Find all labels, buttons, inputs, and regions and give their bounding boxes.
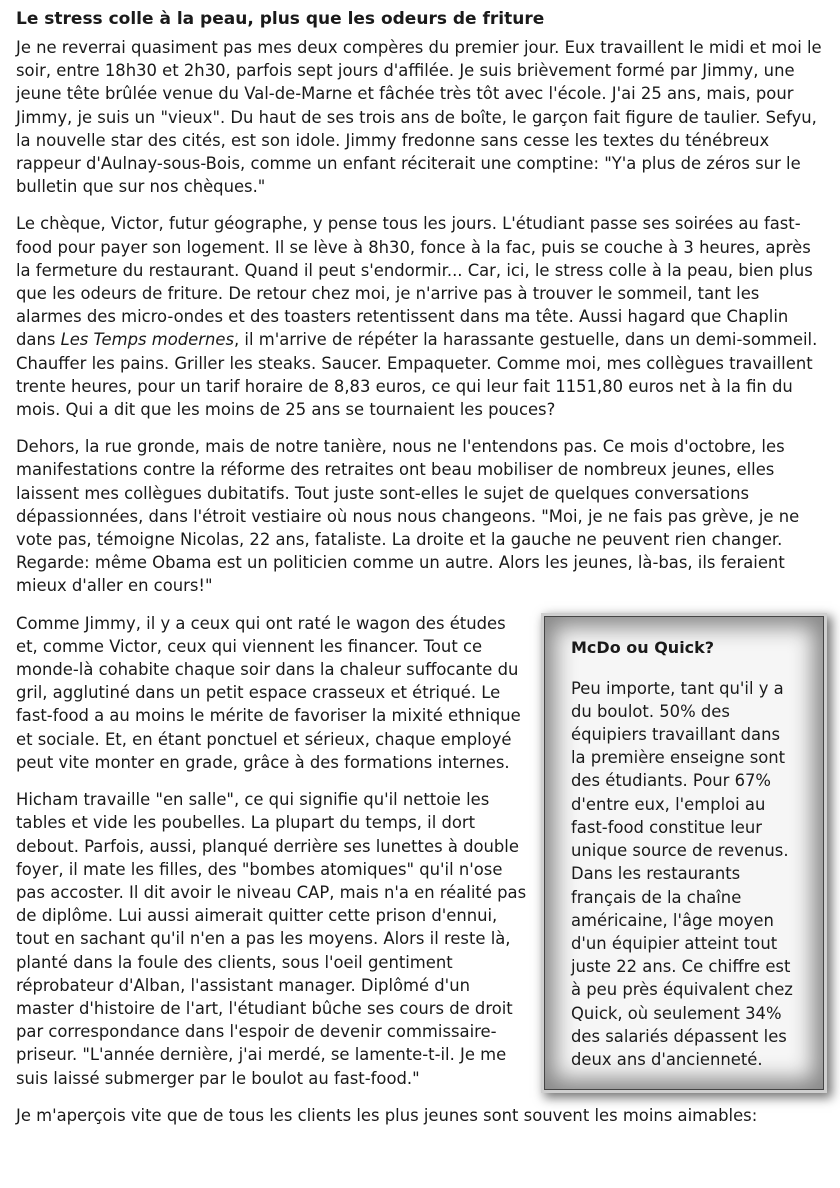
sidebar-title: McDo ou Quick? — [571, 637, 715, 657]
film-title: Les Temps modernes — [60, 330, 234, 350]
paragraph-2-text-a: Le chèque, Victor, futur géographe, y pense tous les jours. L'étudiant passe ses soirées au fast-food pour payer son logement. Il se lève à 8h30, fonce à la fac, puis se couche à 3 heures, après la fermeture du restaurant. Quand il peut s'endormir... Car, ici, le stress colle à la peau, bien plus que les odeurs de friture. De retour chez moi, je n'arrive pas à trouver le sommeil, tant les alarmes des micro-ondes et des toasters retentissent dans ma tête. Aussi hagard que Chaplin dans — [16, 214, 813, 350]
paragraph-2 — [16, 212, 824, 421]
sidebar-body: Peu importe, tant qu'il y a du boulot. 50% des équipiers travaillant dans la première enseigne sont des étudiants. Pour 67% d'entre eux, l'emploi au fast-food constitue leur unique source de revenus. Dans les restaurants français de la chaîne américaine, l'âge moyen d'un équipier atteint tout juste 22 ans. Ce chiffre est à peu près équivalent chez Quick, où seulement 34% des salariés dépassent les deux ans d'ancienneté. — [571, 678, 793, 1069]
paragraph-6: Je m'aperçois vite que de tous les clients les plus jeunes sont souvent les moins aimables: — [16, 1105, 758, 1125]
paragraph-5: Hicham travaille "en salle", ce qui signifie qu'il nettoie les tables et vide les poubelles. La plupart du temps, il dort debout. Parfois, aussi, planqué derrière ses lunettes à double foyer, il mate les filles, des "bombes atomiques" qu'il n'ose pas accoster. Il dit avoir le niveau CAP, mais n'a en réalité pas de diplôme. Lui aussi aimerait quitter cette prison d'ennui, tout en sachant qu'il n'en a pas les moyens. Alors il reste là, planté dans la foule des clients, sous l'oeil gentiment réprobateur d'Alban, l'assistant manager. Diplômé d'un master d'histoire de l'art, l'étudiant bûche ses cours de droit par correspondance dans l'espoir de devenir commissaire-priseur. "L'année dernière, j'ai merdé, se lamente-t-il. Je me suis laissé submerger par le boulot au fast-food." — [16, 790, 527, 1088]
paragraph-2-text-b: , il m'arrive de répéter la harassante gestuelle, dans un demi-sommeil. Chauffer les pains. Griller les steaks. Saucer. Empaqueter. Comme moi, mes collègues travaillent trente heures, pour un tarif horaire de 8,83 euros, ce qui leur fait 1151,80 euros net à la fin du mois. Qui a dit que les moins de 25 ans se tournaient les pouces? — [16, 330, 818, 420]
paragraph-4: Comme Jimmy, il y a ceux qui ont raté le wagon des études et, comme Victor, ceux qui viennent les financer. Tout ce monde-là cohabite chaque soir dans la chaleur suffocante du gril, agglutiné dans un petit espace crasseux et étriqué. Le fast-food a au moins le mérite de favoriser la mixité ethnique et sociale. Et, en étant ponctuel et sérieux, chaque employé peut vite monter en grade, grâce à des formations internes. — [16, 613, 521, 772]
sidebar-box — [544, 616, 824, 1090]
article-title: Le stress colle à la peau, plus que les odeurs de friture — [16, 9, 545, 29]
paragraph-1: Je ne reverrai quasiment pas mes deux compères du premier jour. Eux travaillent le midi et moi le soir, entre 18h30 et 2h30, parfois sept jours d'affilée. Je suis brièvement formé par Jimmy, une jeune tête brûlée venue du Val-de-Marne et fâchée très tôt avec l'école. J'ai 25 ans, mais, pour Jimmy, je suis un "vieux". Du haut de ses trois ans de boîte, le garçon fait figure de taulier. Sefyu, la nouvelle star des cités, est son idole. Jimmy fredonne sans cesse les textes du ténébreux rappeur d'Aulnay-sous-Bois, comme un enfant réciterait une comptine: "Y'a plus de zéros sur le bulletin que sur nos chèques." — [16, 38, 822, 197]
paragraph-3: Dehors, la rue gronde, mais de notre tanière, nous ne l'entendons pas. Ce mois d'octobre, les manifestations contre la réforme des retraites ont beau mobiliser de nombreux jeunes, elles laissent mes collègues dubitatifs. Tout juste sont-elles le sujet de quelques conversations dépassionnées, dans l'étroit vestiaire où nous nous changeons. "Moi, je ne fais pas grève, je ne vote pas, témoigne Nicolas, 22 ans, fataliste. La droite et la gauche ne peuvent rien changer. Regarde: même Obama est un politicien comme un autre. Alors les jeunes, là-bas, ils feraient mieux d'aller en cours!" — [16, 437, 800, 596]
